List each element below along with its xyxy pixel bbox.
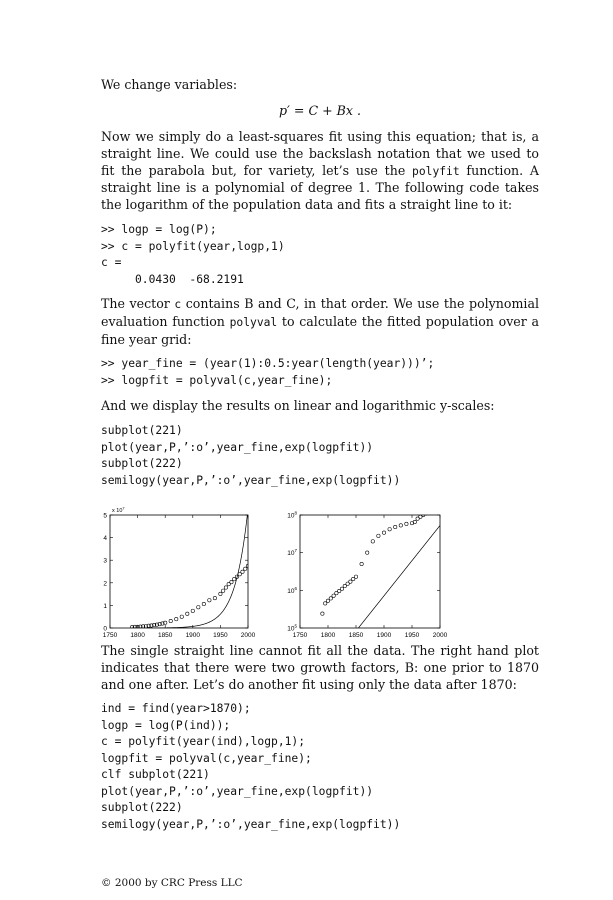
y-tick-label: 0 <box>103 625 107 633</box>
data-point <box>238 573 241 576</box>
y-tick-label: 2 <box>103 580 107 588</box>
data-point <box>244 567 247 570</box>
data-point <box>219 592 222 595</box>
data-point <box>405 522 408 525</box>
x-tick-label: 1950 <box>404 632 420 639</box>
text: The vector <box>101 296 175 311</box>
data-point <box>208 599 211 602</box>
y-tick-label: 5 <box>103 512 107 520</box>
data-point <box>169 619 172 622</box>
code-block-year-fine: >> year_fine = (year(1):0.5:year(length(year)))’; >> logpfit = polyval(c,year_fine); <box>101 357 435 387</box>
data-point <box>324 602 327 605</box>
data-point <box>180 615 183 618</box>
x-tick-label: 1900 <box>376 632 392 639</box>
data-point <box>230 580 233 583</box>
plot-frame <box>110 515 248 628</box>
x-tick-label: 1950 <box>213 632 228 639</box>
data-point <box>332 594 335 597</box>
figure-population-plots <box>80 500 460 640</box>
exponent: 7 <box>294 548 297 554</box>
plot-frame <box>300 515 440 628</box>
y-tick-label: $10^7$ <box>287 548 297 558</box>
inline-code: polyval <box>229 315 278 329</box>
inline-code: polyfit <box>412 164 460 178</box>
data-point <box>382 531 385 534</box>
x-tick-label: 1800 <box>320 632 336 639</box>
equation: p′ = C + Bx . <box>278 103 362 118</box>
paragraph-intro: We change variables: <box>101 77 238 92</box>
data-point <box>371 540 374 543</box>
copyright-footer: © 2000 by CRC Press LLC <box>101 877 243 889</box>
data-point <box>394 525 397 528</box>
paragraph-least-squares <box>101 129 539 214</box>
paragraph-two-growth: The single straight line cannot fit all the data. The right hand plot indicates that there were two growth factors, B: one prior to 1870 and one after. Let’s do another fit using only the data after 1870: <box>101 643 539 692</box>
x-tick-label: 1900 <box>185 632 201 639</box>
y-tick-label: 3 <box>103 557 107 565</box>
data-point <box>438 507 441 510</box>
exponent: 7 <box>122 505 125 511</box>
data-point <box>221 589 224 592</box>
data-point <box>366 551 369 554</box>
data-point <box>340 587 343 590</box>
data-point <box>433 508 436 511</box>
x-tick-label: 1850 <box>348 632 364 639</box>
text: function. A straight line is a polynomial of degree 1. The following code takes the logarithm of the population data and fits a straight line to it: <box>101 162 540 213</box>
data-point <box>191 609 194 612</box>
data-point <box>197 606 200 609</box>
y-tick-label: 1 <box>103 602 107 610</box>
semilog-plot <box>287 507 447 640</box>
x-tick-label: 1850 <box>157 632 173 639</box>
data-point <box>213 596 216 599</box>
data-point <box>349 580 352 583</box>
y-scale-label: x $10^7$ <box>112 505 125 514</box>
data-point <box>430 509 433 512</box>
y-tick-label: 4 <box>103 535 107 543</box>
x-tick-label: 1800 <box>130 632 145 639</box>
exponent: 8 <box>294 510 297 516</box>
code-block-plot: subplot(221) plot(year,P,’:o’,year_fine,exp(logpfit)) subplot(222) semilogy(year,P,’:o’,year_fine,exp(logpfit)) <box>101 424 401 487</box>
fit-line <box>132 509 248 628</box>
fit-line <box>322 525 440 640</box>
data-point <box>224 586 227 589</box>
exponent: 6 <box>294 585 297 591</box>
x-tick-label: 2000 <box>432 632 448 639</box>
data-point <box>354 575 357 578</box>
y-tick-label: $10^6$ <box>287 585 297 595</box>
text: contains B and C, in that order. We use the polynomial evaluation function <box>101 296 539 329</box>
x-tick-label: 2000 <box>240 632 256 639</box>
y-tick-label: $10^5$ <box>287 623 297 633</box>
exponent: 5 <box>294 623 297 629</box>
code-block-polyfit: >> logp = log(P); >> c = polyfit(year,logp,1) c = 0.0430 -68.2191 <box>101 223 285 286</box>
inline-code: c <box>174 298 182 311</box>
data-point <box>399 524 402 527</box>
text: Now we simply do a least-squares fit using this equation; that is, a straight line. We could use the backslash notation that we used to fit the parabola but, for variety, let’s use the <box>101 129 539 178</box>
paragraph-polyval <box>101 296 539 348</box>
data-point <box>329 597 332 600</box>
data-point <box>202 602 205 605</box>
data-point <box>233 577 236 580</box>
data-point <box>241 570 244 573</box>
x-tick-label: 1750 <box>292 632 308 639</box>
data-point <box>321 612 324 615</box>
data-point <box>186 612 189 615</box>
data-point <box>360 562 363 565</box>
data-point <box>175 617 178 620</box>
y-tick-label: $10^8$ <box>287 510 297 520</box>
data-point <box>436 507 439 510</box>
data-point <box>377 534 380 537</box>
x-tick-label: 1750 <box>102 632 118 639</box>
code-block-refit: ind = find(year>1870); logp = log(P(ind)); c = polyfit(year(ind),logp,1); logpfit = polyval(c,year_fine); clf subplot(221) plot(year,P,’:o’,year_fine,exp(logpfit)) subplot(222) semilogy(year,P,’:o’,year_fine,exp(logpfit)) <box>101 702 401 831</box>
data-point <box>388 527 391 530</box>
text: to calculate the fitted population over a fine year grid: <box>101 313 539 347</box>
data-point <box>427 510 430 513</box>
linear-plot <box>103 506 256 640</box>
paragraph-display: And we display the results on linear and logarithmic y-scales: <box>101 398 495 413</box>
